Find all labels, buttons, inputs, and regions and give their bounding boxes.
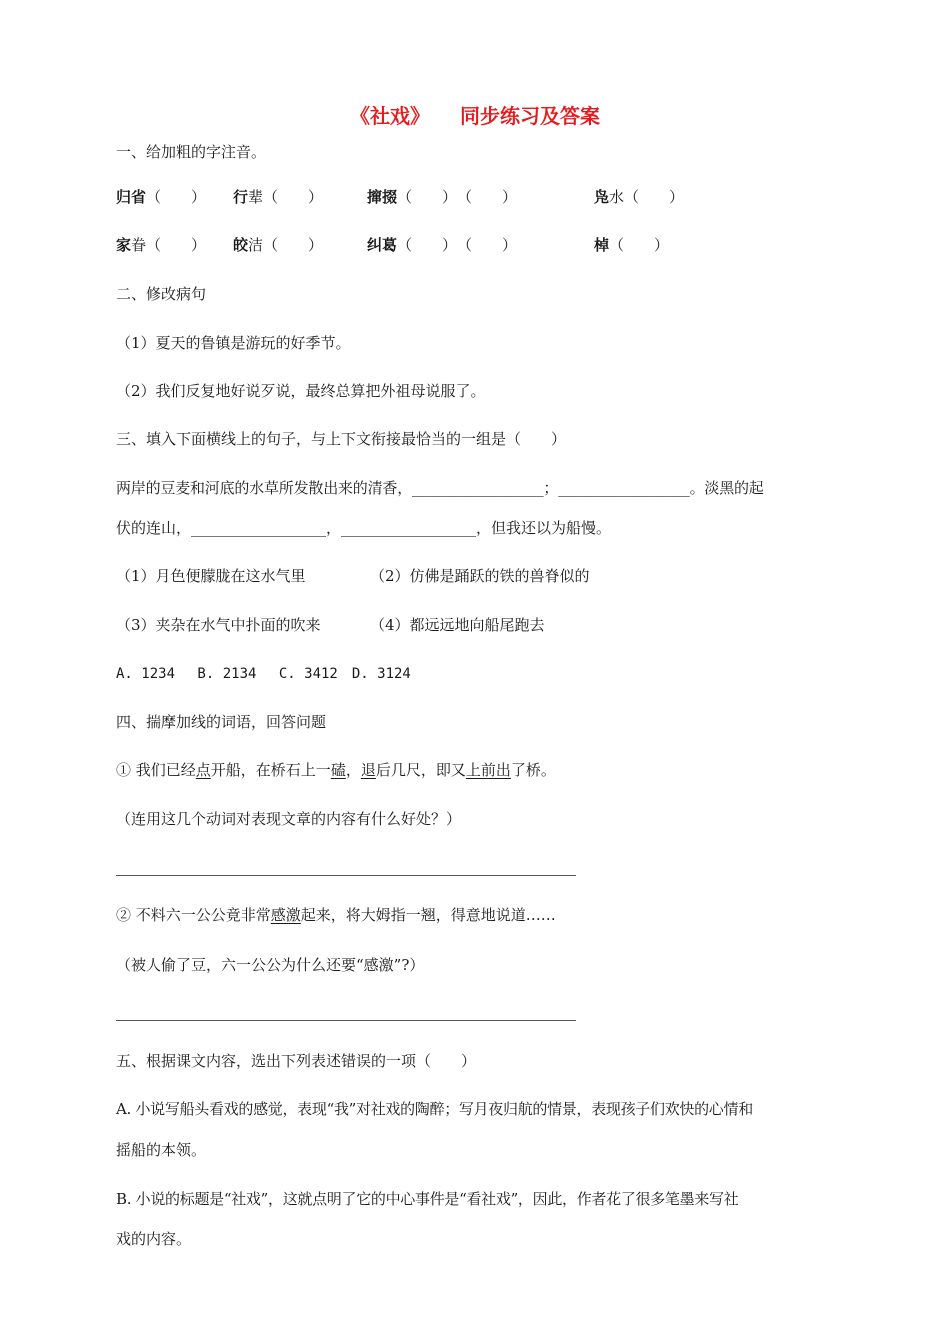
underlined-word: 上前出 [465, 761, 511, 779]
q1-heading: 一、给加粗的字注音。 [116, 143, 267, 161]
underlined-word: 磕 [330, 761, 346, 779]
underlined-word: 退 [360, 761, 376, 779]
q3-option-4: （4）都远远地向船尾跑去 [370, 616, 545, 634]
q3-options-row-2 [116, 615, 545, 635]
q2-sentence-1: （1）夏天的鲁镇是游玩的好季节。 [116, 334, 351, 352]
q4-item-2: ② 不料六一公公竟非常感激起来，将大姆指一翘，得意地说道…… [116, 906, 556, 924]
pinyin-item: 纠葛（ ） （ ） [367, 236, 518, 254]
page-title [0, 100, 950, 129]
q3-passage-line-1: 两岸的豆麦和河底的水草所发散出来的清香，__________________；__________________。淡黑的起 [116, 479, 764, 497]
q5-heading: 五、根据课文内容，选出下列表述错误的一项（ ） [116, 1052, 477, 1070]
pinyin-item: 撺掇（ ） （ ） [367, 188, 518, 206]
q4-heading: 四、揣摩加线的词语，回答问题 [116, 713, 327, 731]
q3-choices: A. 1234 B. 2134 C. 3412 D. 3124 [116, 666, 411, 682]
q5-option-b-line-2: 戏的内容。 [116, 1230, 192, 1248]
q4-prompt-2: （被人偷了豆，六一公公为什么还要“感激”?） [116, 956, 425, 974]
pinyin-item: 归省（ ） [116, 188, 207, 206]
q4-prompt-1: （连用这几个动词对表现文章的内容有什么好处？） [116, 810, 462, 828]
pinyin-item: 皎洁（ ） [233, 236, 324, 254]
q2-sentence-2: （2）我们反复地好说歹说，最终总算把外祖母说服了。 [116, 382, 486, 400]
underlined-word: 点 [195, 761, 211, 779]
q5-option-a-line-1: A. 小说写船头看戏的感觉，表现“我”对社戏的陶醉；写月夜归航的情景，表现孩子们欢快的心情和 [116, 1100, 753, 1118]
q3-options-row-1 [116, 566, 590, 586]
q3-passage-line-2: 伏的连山，__________________，__________________，但我还以为船慢。 [116, 519, 612, 537]
q5-option-b-line-1: B. 小说的标题是“社戏”，这就点明了它的中心事件是“看社戏”，因此，作者花了很多笔墨来写社 [116, 1190, 739, 1208]
pinyin-item: 行辈（ ） [233, 188, 324, 206]
answer-line [116, 1020, 576, 1021]
q3-option-3: （3）夹杂在水气中扑面的吹来 [116, 616, 321, 634]
q3-heading: 三、填入下面横线上的句子，与上下文衔接最恰当的一组是（ ） [116, 430, 567, 448]
q4-item-1: ① 我们已经点开船，在桥石上一磕，退后几尺，即又上前出了桥。 [116, 761, 556, 779]
title-book-name: 《社戏》 [350, 104, 430, 128]
pinyin-item: 棹（ ） [594, 236, 670, 254]
pinyin-item: 家眷（ ） [116, 236, 207, 254]
q2-heading: 二、修改病句 [116, 285, 207, 303]
title-subtitle: 同步练习及答案 [460, 104, 600, 128]
q3-option-1: （1）月色便朦胧在这水气里 [116, 567, 306, 585]
q5-option-a-line-2: 摇船的本领。 [116, 1141, 207, 1159]
pinyin-item: 凫水（ ） [594, 188, 685, 206]
underlined-word: 感激 [270, 906, 301, 924]
q3-option-2: （2）仿佛是踊跃的铁的兽脊似的 [370, 567, 590, 585]
answer-line [116, 875, 576, 876]
